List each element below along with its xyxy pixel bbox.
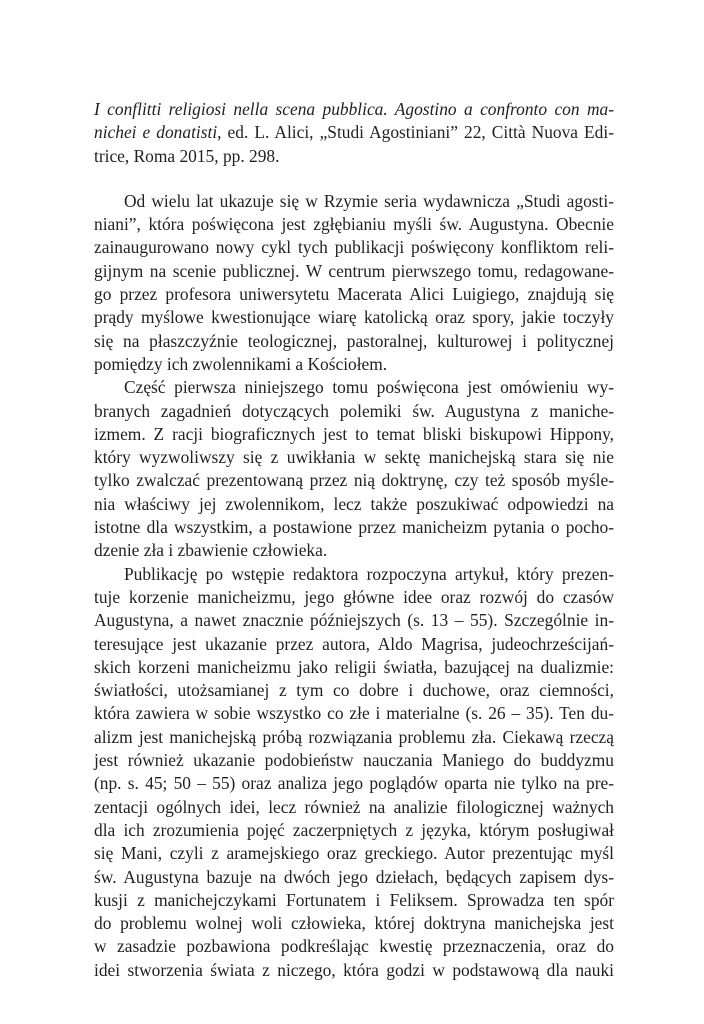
citation-title-part: nichei e donatisti — [94, 122, 218, 143]
book-citation — [94, 98, 614, 168]
citation-plain-part: , ed. L. Alici, „Studi Agostiniani” 22, Città Nuova Edi- — [217, 122, 614, 143]
paragraph-line: alizm jest manichejską próbą rozwiązania problemu zła. Ciekawą rzeczą — [94, 726, 614, 747]
paragraph-line: jest również ukazanie podobieństw nauczania Maniego do buddyzmu — [94, 750, 614, 771]
paragraph-line: w zasadzie pozbawiona podkreślając kwestię przeznaczenia, oraz do — [94, 936, 614, 957]
paragraph-line: św. Augustyna bazuje na dwóch jego dziełach, będących zapisem dys- — [94, 866, 614, 887]
paragraph-line: (np. s. 45; 50 – 55) oraz analiza jego poglądów oparta nie tylko na pre- — [94, 773, 614, 794]
paragraph-line: nia właściwy jej zwolennikom, lecz także poszukiwać odpowiedzi na — [94, 493, 614, 514]
paragraph-line: zainaugurowano nowy cykl tych publikacji poświęcony konfliktom reli- — [94, 237, 614, 258]
paragraph-line: skich korzeni manicheizmu jako religii światła, bazującej na dualizmie: — [94, 656, 614, 677]
paragraph-line: tuje korzenie manicheizmu, jego główne idee oraz rozwój do czasów — [94, 586, 614, 607]
paragraph-line: prądy myślowe kwestionujące wiarę katolicką oraz spory, jakie toczyły — [94, 307, 614, 328]
citation-line — [94, 145, 614, 168]
paragraph-line: branych zagadnień dotyczących polemiki św. Augustyna z maniche- — [94, 400, 614, 421]
review-paragraph-3 — [94, 563, 614, 982]
citation-title-part: I conflitti religiosi nella scena pubblica. Agostino a confronto con ma- — [94, 99, 614, 119]
review-paragraph-1 — [94, 190, 614, 376]
paragraph-line: się na płaszczyźnie teologicznej, pastoralnej, kulturowej i politycznej — [94, 330, 614, 351]
paragraph-line: która zawiera w sobie wszystko co złe i materialne (s. 26 – 35). Ten du- — [94, 703, 614, 724]
paragraph-line: Część pierwsza niniejszego tomu poświęcona jest omówieniu wy- — [124, 377, 614, 398]
paragraph-line: dzenie zła i zbawienie człowieka. — [94, 540, 328, 561]
paragraph-line: się Mani, czyli z aramejskiego oraz greckiego. Autor prezentując myśl — [94, 843, 614, 864]
paragraph-line: pomiędzy ich zwolennikami a Kościołem. — [94, 353, 388, 374]
paragraph-line: kusji z manichejczykami Fortunatem i Feliksem. Sprowadza ten spór — [94, 889, 614, 910]
paragraph-line: zentacji ogólnych idei, lecz również na analizie filologicznej ważnych — [94, 796, 614, 817]
book-review-text — [94, 98, 614, 982]
paragraph-line: niani”, która poświęcona jest zgłębianiu myśli św. Augustyna. Obecnie — [94, 214, 614, 235]
paragraph-line: dla ich zrozumienia pojęć zaczerpniętych z języka, którym posługiwał — [94, 819, 614, 840]
paragraph-line: Augustyna, a nawet znacznie późniejszych (s. 13 – 55). Szczególnie in- — [94, 610, 614, 631]
citation-line — [94, 98, 614, 121]
paragraph-line: gijnym na scenie publicznej. W centrum pierwszego tomu, redagowane- — [94, 260, 614, 281]
paragraph-line: tylko zwalczać prezentowaną przez nią doktrynę, czy też sposób myśle- — [94, 470, 614, 491]
paragraph-line: istotne dla wszystkim, a postawione przez manicheizm pytania o pocho- — [94, 517, 614, 538]
paragraph-line: światłości, utożsamianej z tym co dobre i duchowe, oraz ciemności, — [94, 680, 614, 701]
paragraph-line: go przez profesora uniwersytetu Macerata Alici Luigiego, znajdują się — [94, 284, 614, 305]
citation-plain-part: trice, Roma 2015, pp. 298. — [94, 145, 280, 166]
paragraph-line: do problemu wolnej woli człowieka, której doktryna manichejska jest — [94, 913, 614, 934]
review-paragraph-2 — [94, 376, 614, 562]
paragraph-line: Od wielu lat ukazuje się w Rzymie seria wydawnicza „Studi agosti- — [124, 190, 614, 211]
citation-line — [94, 121, 614, 144]
paragraph-line: teresujące jest ukazanie przez autora, Aldo Magrisa, judeochrześcijań- — [94, 633, 614, 654]
paragraph-line: który wyzwoliwszy się z uwikłania w sektę manichejską stara się nie — [94, 447, 614, 468]
paragraph-line: idei stworzenia świata z niczego, która godzi w podstawową dla nauki — [94, 959, 614, 980]
paragraph-line: izmem. Z racji biograficznych jest to temat bliski biskupowi Hippony, — [94, 423, 614, 444]
paragraph-line: Publikację po wstępie redaktora rozpoczyna artykuł, który prezen- — [124, 563, 614, 584]
